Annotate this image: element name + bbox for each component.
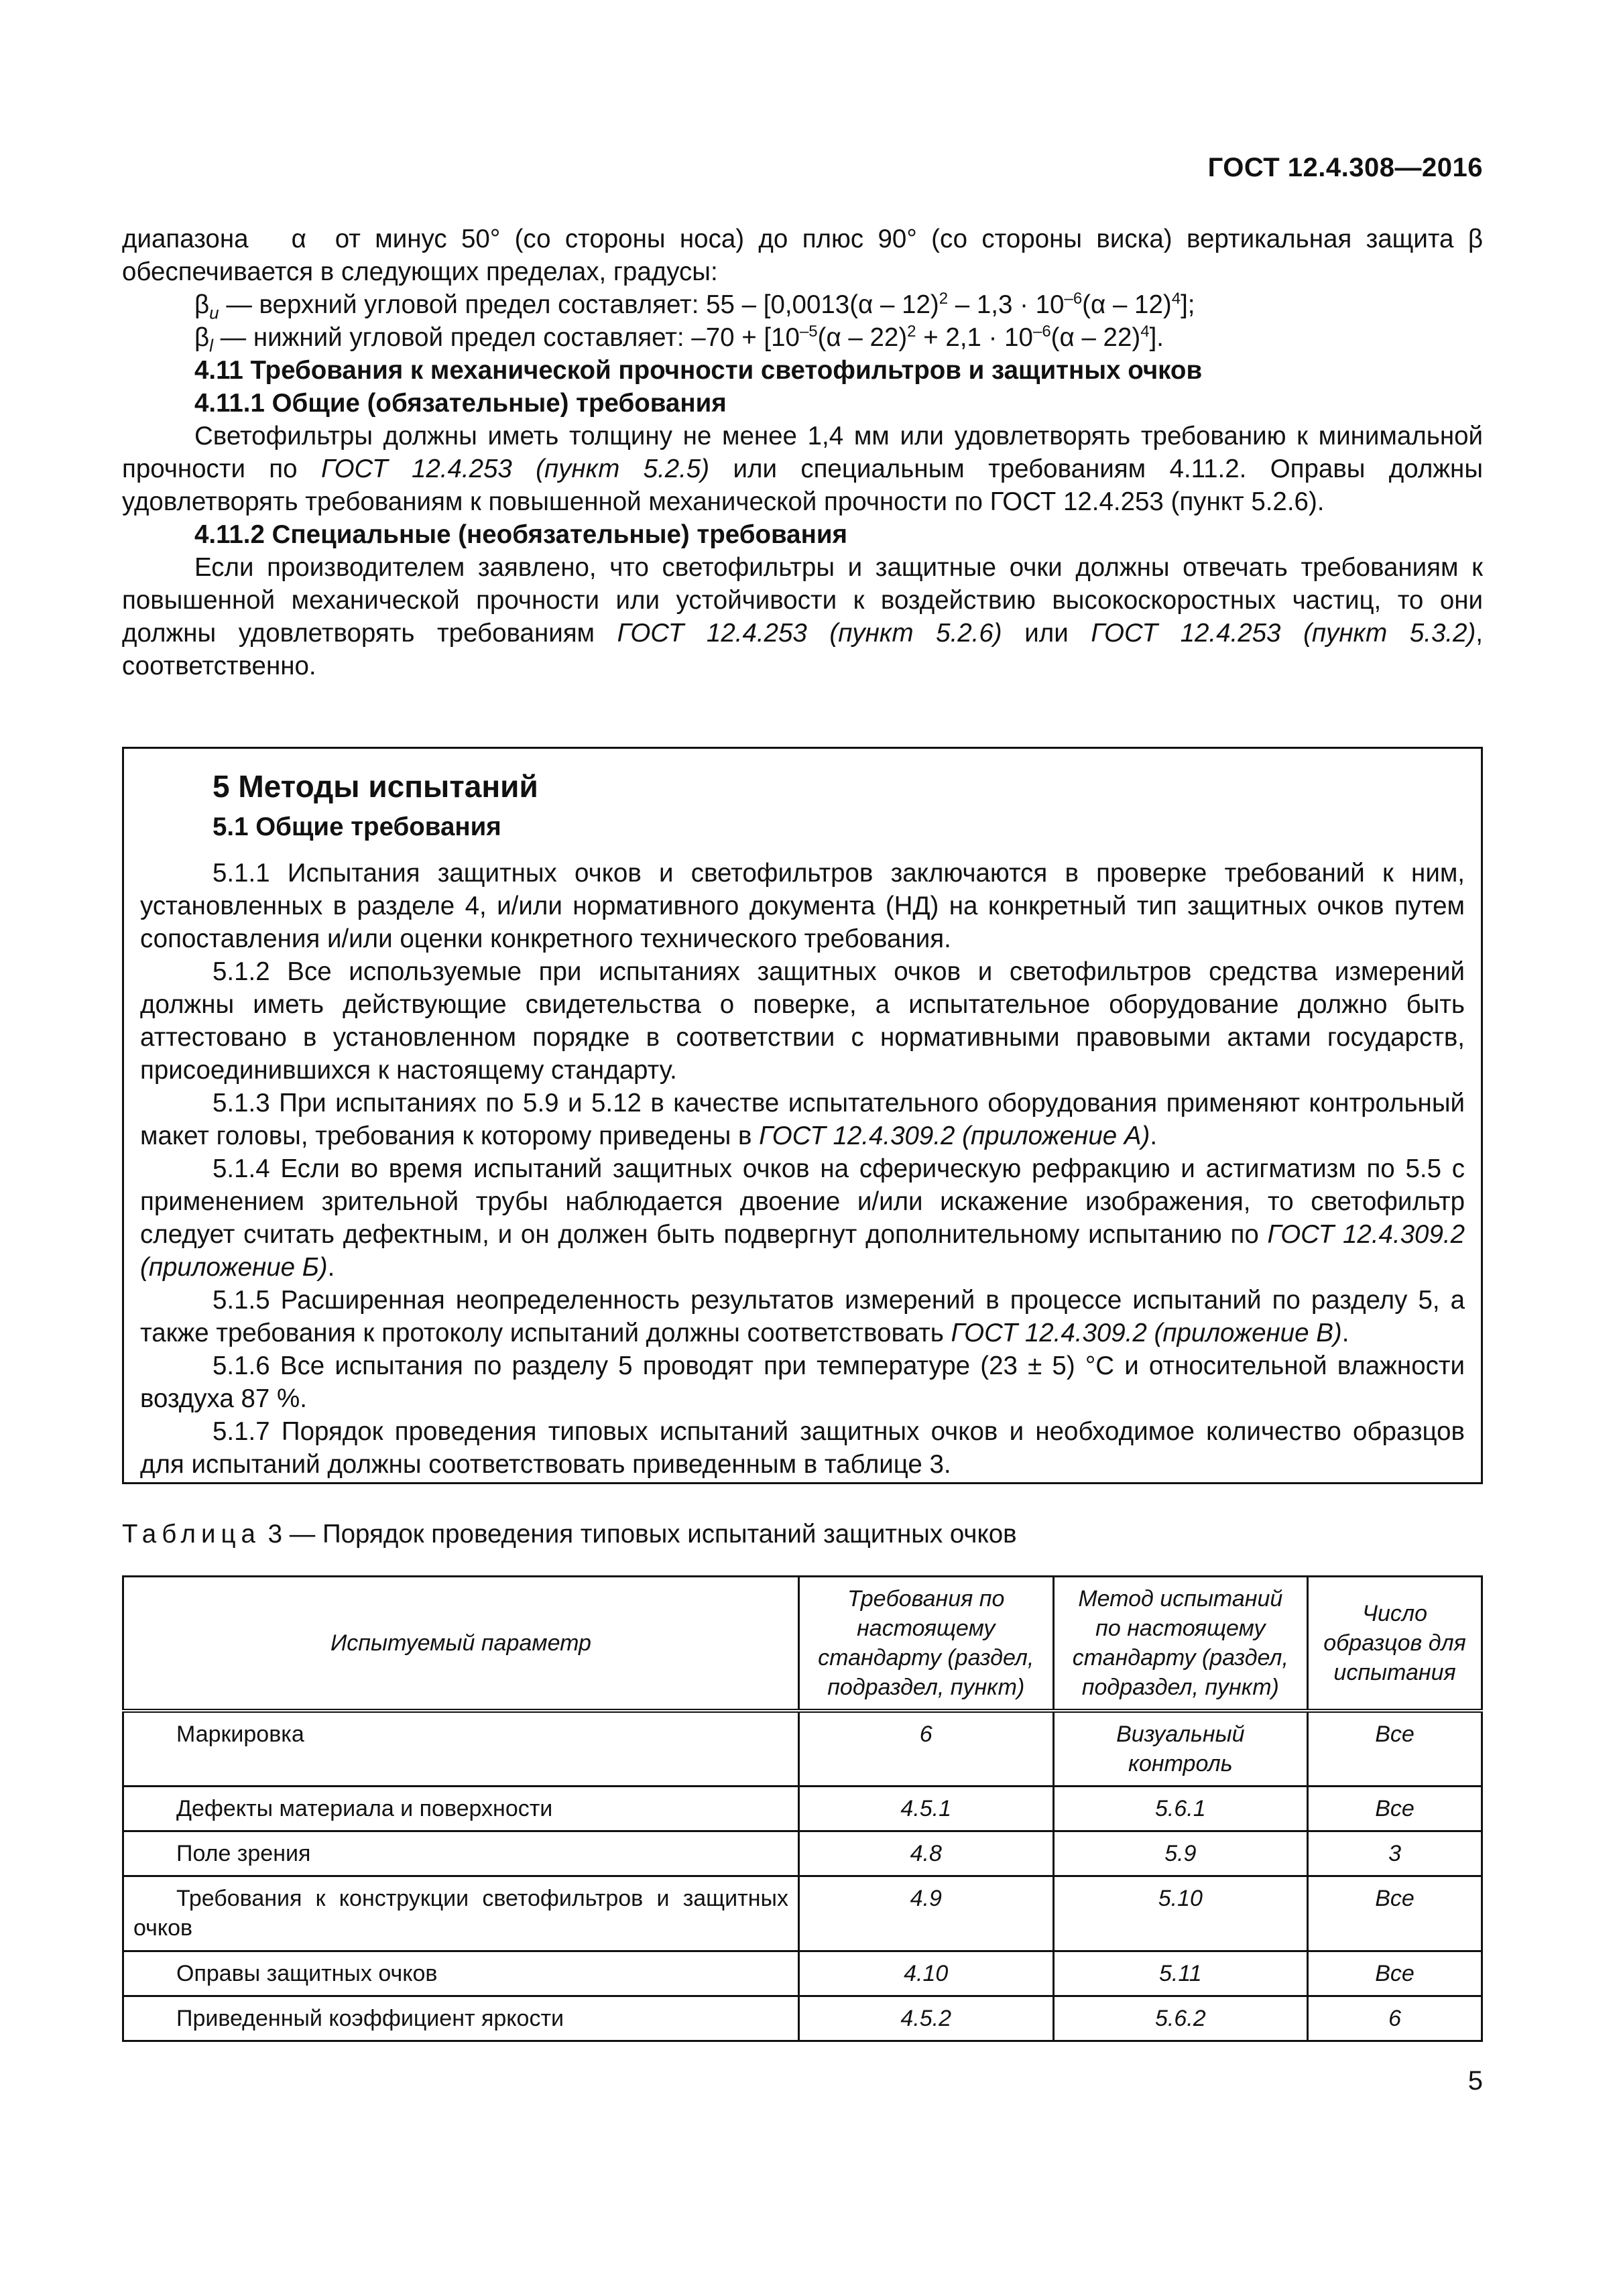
section-5-1-heading: 5.1 Общие требования [213,812,501,841]
table-cell-parameter: Дефекты материала и поверхности [123,1787,799,1831]
standard-reference: ГОСТ 12.4.309.2 (приложение А) [759,1122,1150,1150]
text: , соответственно. [122,619,1483,680]
standard-reference: ГОСТ 12.4.253 (пункт 5.2.6) [617,619,1002,648]
table-cell: 5.11 [1053,1951,1308,1996]
table-cell: 4.5.1 [798,1787,1053,1831]
table-3-caption [122,1518,1017,1551]
exp: 4 [1140,322,1150,341]
beta-l-end: ]. [1149,323,1164,352]
table-cell: 5.9 [1053,1831,1308,1876]
beta-lower-formula [122,321,1483,354]
table-cell: 4.8 [798,1831,1053,1876]
table-cell: 4.10 [798,1951,1053,1996]
section-5-heading: 5 Методы испытаний [213,769,538,804]
paragraph-5-1-2: 5.1.2 Все используемые при испытаниях защитных очков и светофильтров средства измерений должны иметь действующие свидетельства о поверке, а испытательное оборудование должно быть аттестовано в установленном порядке в соответствии с нормативными правовыми актами государств, присоединившихся к настоящему стандарту. [140,957,1465,1085]
beta-u-end: ]; [1181,290,1195,319]
table-cell: Все [1308,1951,1482,1996]
text: . [1341,1319,1349,1347]
table-cell-parameter: Требования к конструкции светофильтров и защитных очков [123,1876,799,1951]
table-row [123,1996,1482,2041]
table-3 [122,1575,1483,2042]
table-cell: Все [1308,1876,1482,1951]
table-cell-parameter: Оправы защитных очков [123,1951,799,1996]
beta-u-text: — верхний угловой предел составляет: 55 – [0,0013(α – 12) [219,290,939,319]
beta-l-text: — нижний угловой предел составляет: –70 + [10 [213,323,800,352]
table-cell-parameter: Поле зрения [123,1831,799,1876]
table-cell: 5.6.2 [1053,1996,1308,2041]
beta-l-mid3: (α – 22) [1050,323,1141,352]
table-row [123,1831,1482,1876]
table-cell: 5.10 [1053,1876,1308,1951]
standard-reference: ГОСТ 12.4.253 (пункт 5.3.2) [1091,619,1476,648]
alpha-symbol: α [291,225,306,253]
section-4-11-1-paragraph [122,420,1483,518]
page-number: 5 [1467,2066,1483,2096]
text: Если производителем заявлено, что светофильтры и защитные очки должны отвечать требованиям к повышенной механической прочности или устойчивости к воздействию высокоскоростных частиц, то они должны удовлетворять требованиям [122,553,1483,648]
section-5-framed-block [122,747,1483,1484]
beta-u-mid: – 1,3 · 10 [948,290,1065,319]
beta-l-mid2: + 2,1 · 10 [916,323,1033,352]
table-row [123,1787,1482,1831]
standard-reference: ГОСТ 12.4.309.2 (приложение Б) [140,1220,1465,1282]
table-cell-parameter: Маркировка [123,1711,799,1787]
text: 5.1.3 При испытаниях по 5.9 и 5.12 в качестве испытательного оборудования применяют контрольный макет головы, требования к которому приведены в [140,1089,1465,1150]
paragraph-5-1-7: 5.1.7 Порядок проведения типовых испытаний защитных очков и необходимое количество образцов для испытаний должны соответствовать приведенным в таблице 3. [140,1417,1465,1479]
standard-reference: ГОСТ 12.4.309.2 (приложение В) [951,1319,1342,1347]
table-cell: 6 [798,1711,1053,1787]
column-header: Испытуемый параметр [123,1577,799,1711]
paragraph-5-1-6: 5.1.6 Все испытания по разделу 5 проводят при температуре (23 ± 5) °С и относительной влажности воздуха 87 %. [140,1351,1465,1413]
table-header-row [123,1577,1482,1711]
exp: 4 [1171,290,1181,308]
table-cell: 3 [1308,1831,1482,1876]
paragraph-5-1-1: 5.1.1 Испытания защитных очков и светофильтров заключаются в проверке требований к ним, установленных в разделе 4, и/или нормативного документа (НД) на конкретный тип защитных очков путем сопоставления и/или оценки конкретного технического требования. [140,859,1465,953]
column-header: Метод испытаний по настоящему стандарту (раздел, подраздел, пункт) [1053,1577,1308,1711]
table-cell: Все [1308,1787,1482,1831]
paragraph-5-1-5 [140,1284,1465,1349]
table-cell: Все [1308,1711,1482,1787]
beta-symbol: β [194,290,210,319]
text: или специальным требованиям 4.11.2. Оправы должны удовлетворять требованиям к повышенной механической прочности по ГОСТ 12.4.253 (пункт 5.2.6). [122,455,1483,516]
text: . [1150,1122,1158,1150]
text: 5.1.5 Расширенная неопределенность результатов измерений в процессе испытаний по разделу 5, а также требования к протоколу испытаний должны соответствовать [140,1286,1465,1347]
paragraph-5-1-3 [140,1087,1465,1152]
exp: 2 [939,290,949,308]
beta-u-mid2: (α – 12) [1082,290,1172,319]
section-4-11-1-heading: 4.11.1 Общие (обязательные) требования [194,389,727,418]
text: Светофильтры должны иметь толщину не менее 1,4 мм или удовлетворять требованию к минимальной прочности по [122,422,1483,483]
table-cell: 4.5.2 [798,1996,1053,2041]
beta-l-mid: (α – 22) [817,323,908,352]
table-cell: 6 [1308,1996,1482,2041]
column-header: Число образцов для испытания [1308,1577,1482,1711]
table-row [123,1711,1482,1787]
paragraph-5-1-4 [140,1152,1465,1284]
table-caption-label: Таблица [122,1520,261,1549]
table-row [123,1876,1482,1951]
exp: –6 [1064,290,1083,308]
exp: 2 [907,322,916,341]
intro-text-a: диапазона [122,225,249,253]
body-text [122,223,1483,682]
table-cell: 4.9 [798,1876,1053,1951]
column-header: Требования по настоящему стандарту (раздел, подраздел, пункт) [798,1577,1053,1711]
table-cell-parameter: Приведенный коэффициент яркости [123,1996,799,2041]
exp: –5 [799,322,818,341]
table-cell: 5.6.1 [1053,1787,1308,1831]
beta-u-subscript: u [209,302,219,323]
intro-text-b: от минус 50° (со стороны носа) до плюс 90° (со стороны виска) вертикальная защита β обеспечивается в следующих пределах, градусы: [122,225,1483,286]
table-caption-text: 3 — Порядок проведения типовых испытаний защитных очков [260,1520,1017,1549]
standard-reference: ГОСТ 12.4.253 (пункт 5.2.5) [320,455,710,483]
section-4-11-2-heading: 4.11.2 Специальные (необязательные) требования [194,520,847,549]
beta-l-subscript: l [209,335,213,356]
document-id-header: ГОСТ 12.4.308—2016 [1207,153,1483,182]
document-page [122,0,1483,2296]
text: или [1002,619,1091,648]
section-4-11-2-paragraph [122,551,1483,682]
text: 5.1.4 Если во время испытаний защитных очков на сферическую рефракцию и астигматизм по 5.5 с применением зрительной трубы наблюдается двоение и/или искажение изображения, то светофильтр следует считать дефектным, и он должен быть подвергнут дополнительному испытанию по [140,1154,1465,1249]
section-4-11-heading: 4.11 Требования к механической прочности светофильтров и защитных очков [194,356,1203,385]
exp: –6 [1032,322,1051,341]
table-row [123,1951,1482,1996]
text: . [327,1253,335,1282]
intro-paragraph [122,223,1483,288]
beta-upper-formula [122,288,1483,321]
table-cell: Визуальный контроль [1053,1711,1308,1787]
beta-symbol: β [194,323,210,352]
